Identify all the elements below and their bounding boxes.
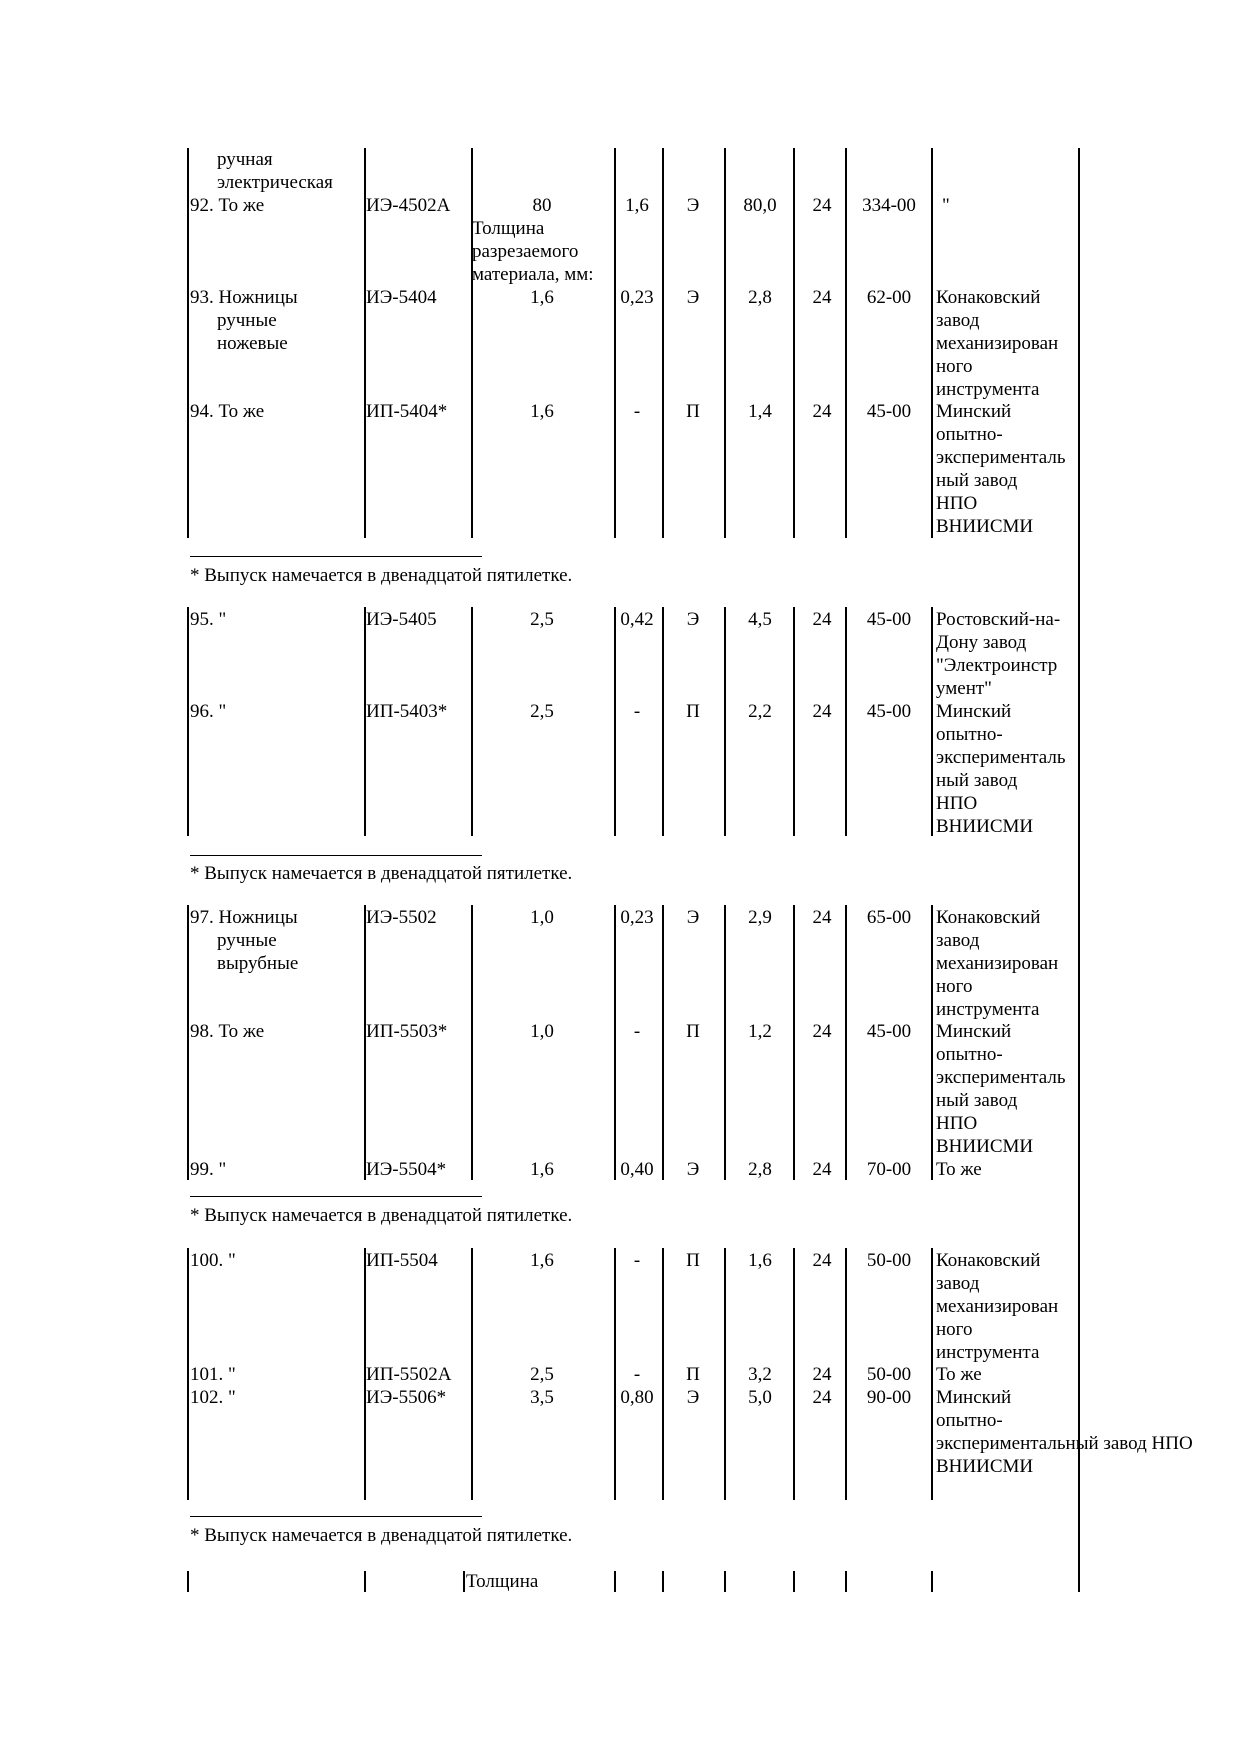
manufacturer-line: завод (936, 1273, 980, 1294)
manufacturer-line: опытно- (936, 1044, 1003, 1065)
value-c6: 2,2 (748, 701, 772, 722)
footnote: * Выпуск намечается в двенадцатой пятилетке. (190, 863, 573, 884)
manufacturer-line: механизирован (936, 333, 1059, 354)
manufacturer-line: Конаковский (936, 907, 1041, 928)
value-c6: 1,2 (748, 1021, 772, 1042)
value-c3: 3,5 (530, 1387, 554, 1408)
manufacturer-line: экспериментальный завод НПО (936, 1433, 1193, 1454)
table-rule (187, 607, 189, 836)
value-c4: - (633, 1250, 641, 1271)
value-c5: Э (686, 907, 700, 928)
table-rule (614, 1571, 616, 1592)
manufacturer-line: опытно- (936, 424, 1003, 445)
table-rule (471, 607, 473, 836)
thickness-label: Толщина (472, 218, 545, 239)
value-c4: 0,80 (620, 1387, 654, 1408)
value-c3: 1,0 (530, 1021, 554, 1042)
item-number: 94. То же (190, 401, 265, 422)
value-c7: 24 (812, 1364, 832, 1385)
item-number: 101. " (190, 1364, 236, 1385)
value-c7: 24 (812, 401, 832, 422)
item-name-line: ручные (217, 930, 277, 951)
value-c6: 2,8 (748, 1159, 772, 1180)
item-name-continuation: электрическая (217, 172, 333, 193)
model-code: ИП-5502А (366, 1364, 452, 1385)
manufacturer-line: Минский (936, 1021, 1012, 1042)
value-c7: 24 (812, 287, 832, 308)
table-rule (364, 148, 366, 194)
value-c7: 24 (812, 195, 832, 216)
value-c4: - (633, 1364, 641, 1385)
value-c3: 2,5 (530, 701, 554, 722)
table-rule (187, 1571, 189, 1592)
value-c4: 0,23 (620, 907, 654, 928)
item-number: 97. Ножницы (190, 907, 298, 928)
value-c8: 45-00 (866, 401, 912, 422)
item-number: 100. " (190, 1250, 236, 1271)
value-c8: 90-00 (866, 1387, 912, 1408)
table-rule (845, 1571, 847, 1592)
manufacturer-line: завод (936, 310, 980, 331)
footnote: * Выпуск намечается в двенадцатой пятилетке. (190, 565, 573, 586)
manufacturer-line: ВНИИСМИ (936, 516, 1034, 537)
manufacturer-line: механизирован (936, 953, 1059, 974)
item-number: 92. То же (190, 195, 265, 216)
value-c8: 45-00 (866, 1021, 912, 1042)
model-code: ИП-5503* (366, 1021, 448, 1042)
value-c8: 334-00 (862, 195, 916, 216)
value-c7: 24 (812, 907, 832, 928)
thickness-label-tail: Толщина (466, 1571, 539, 1592)
value-c6: 2,9 (748, 907, 772, 928)
model-code: ИП-5403* (366, 701, 448, 722)
manufacturer-line: "Электроинстр (936, 655, 1058, 676)
table-rule (471, 905, 473, 1180)
item-number: 95. " (190, 609, 227, 630)
value-c4: - (633, 401, 641, 422)
value-c6: 1,6 (748, 1250, 772, 1271)
table-rule (724, 1571, 726, 1592)
value-c5: П (686, 401, 700, 422)
value-c8: 50-00 (866, 1250, 912, 1271)
manufacturer-line: инструмента (936, 999, 1040, 1020)
manufacturer-ditto: " (942, 195, 950, 216)
manufacturer-line: Минский (936, 701, 1012, 722)
item-name-line: ручные (217, 310, 277, 331)
manufacturer-line: эксперименталь (936, 1067, 1066, 1088)
value-c7: 24 (812, 1387, 832, 1408)
value-c4: 0,23 (620, 287, 654, 308)
footnote-rule (190, 556, 482, 557)
manufacturer-line: НПО (936, 493, 978, 514)
manufacturer-line: ного (936, 356, 973, 377)
thickness-label: разрезаемого (472, 241, 579, 262)
value-c3: 1,6 (530, 1250, 554, 1271)
value-c8: 62-00 (866, 287, 912, 308)
manufacturer-line: То же (936, 1159, 982, 1180)
value-c7: 24 (812, 1250, 832, 1271)
value-c7: 24 (812, 701, 832, 722)
manufacturer-line: Конаковский (936, 287, 1041, 308)
value-c3: 80 (532, 195, 552, 216)
model-code: ИЭ-5404 (366, 287, 437, 308)
value-c5: Э (686, 1387, 700, 1408)
table-rule (187, 148, 189, 538)
value-c4: - (633, 1021, 641, 1042)
table-rule (662, 1571, 664, 1592)
value-c3: 1,0 (530, 907, 554, 928)
value-c4: 0,42 (620, 609, 654, 630)
value-c5: П (686, 701, 700, 722)
item-number: 93. Ножницы (190, 287, 298, 308)
value-c4: - (633, 701, 641, 722)
model-code: ИП-5404* (366, 401, 448, 422)
value-c5: Э (686, 609, 700, 630)
value-c3: 1,6 (530, 1159, 554, 1180)
value-c8: 50-00 (866, 1364, 912, 1385)
table-rule (931, 148, 933, 194)
model-code: ИЭ-5405 (366, 609, 437, 630)
manufacturer-line: ный завод (936, 470, 1018, 491)
value-c3: 2,5 (530, 1364, 554, 1385)
table-rule (463, 1571, 465, 1592)
value-c4: 1,6 (625, 195, 649, 216)
manufacturer-line: Минский (936, 1387, 1012, 1408)
model-code: ИП-5504 (366, 1250, 438, 1271)
value-c7: 24 (812, 1159, 832, 1180)
manufacturer-line: ный завод (936, 1090, 1018, 1111)
value-c8: 45-00 (866, 701, 912, 722)
manufacturer-line: То же (936, 1364, 982, 1385)
table-rule (724, 148, 726, 194)
footnote-rule (190, 855, 482, 856)
table-right-border (1078, 148, 1080, 1592)
manufacturer-line: инструмента (936, 1342, 1040, 1363)
manufacturer-line: НПО (936, 793, 978, 814)
value-c3: 1,6 (530, 401, 554, 422)
manufacturer-line: опытно- (936, 724, 1003, 745)
manufacturer-line: опытно- (936, 1410, 1003, 1431)
manufacturer-line: эксперименталь (936, 747, 1066, 768)
value-c5: П (686, 1250, 700, 1271)
item-number: 96. " (190, 701, 227, 722)
manufacturer-line: ВНИИСМИ (936, 1456, 1034, 1477)
value-c5: П (686, 1364, 700, 1385)
manufacturer-line: умент" (936, 678, 992, 699)
manufacturer-line: завод (936, 930, 980, 951)
model-code: ИЭ-4502А (366, 195, 451, 216)
footnote-rule (190, 1196, 482, 1197)
manufacturer-line: инструмента (936, 379, 1040, 400)
footnote-rule (190, 1516, 482, 1517)
table-rule (931, 1571, 933, 1592)
value-c5: Э (686, 1159, 700, 1180)
model-code: ИЭ-5506* (366, 1387, 447, 1408)
table-rule (793, 1571, 795, 1592)
manufacturer-line: ного (936, 976, 973, 997)
table-rule (364, 1571, 366, 1592)
value-c6: 2,8 (748, 287, 772, 308)
item-name-line: ножевые (217, 333, 288, 354)
manufacturer-line: Дону завод (936, 632, 1027, 653)
table-rule (187, 148, 189, 194)
manufacturer-line: эксперименталь (936, 447, 1066, 468)
value-c3: 2,5 (530, 609, 554, 630)
value-c8: 65-00 (866, 907, 912, 928)
value-c5: П (686, 1021, 700, 1042)
manufacturer-line: Ростовский-на- (936, 609, 1061, 630)
value-c6: 3,2 (748, 1364, 772, 1385)
model-code: ИЭ-5504* (366, 1159, 447, 1180)
table-rule (845, 148, 847, 194)
value-c7: 24 (812, 1021, 832, 1042)
table-rule (187, 1248, 189, 1500)
model-code: ИЭ-5502 (366, 907, 437, 928)
value-c5: Э (686, 195, 700, 216)
value-c5: Э (686, 287, 700, 308)
value-c3: 1,6 (530, 287, 554, 308)
manufacturer-line: ВНИИСМИ (936, 1136, 1034, 1157)
thickness-label: материала, мм: (472, 264, 594, 285)
value-c8: 45-00 (866, 609, 912, 630)
value-c6: 1,4 (748, 401, 772, 422)
manufacturer-line: ный завод (936, 770, 1018, 791)
value-c8: 70-00 (866, 1159, 912, 1180)
item-number: 102. " (190, 1387, 236, 1408)
value-c6: 5,0 (748, 1387, 772, 1408)
value-c6: 80,0 (743, 195, 777, 216)
manufacturer-line: Минский (936, 401, 1012, 422)
item-name-continuation: ручная (217, 149, 273, 170)
table-rule (471, 1248, 473, 1500)
table-rule (793, 148, 795, 194)
manufacturer-line: ВНИИСМИ (936, 816, 1034, 837)
manufacturer-line: ного (936, 1319, 973, 1340)
table-rule (471, 148, 473, 538)
item-name-line: вырубные (217, 953, 299, 974)
value-c7: 24 (812, 609, 832, 630)
item-number: 99. " (190, 1159, 227, 1180)
table-rule (187, 905, 189, 1180)
manufacturer-line: механизирован (936, 1296, 1059, 1317)
table-rule (662, 148, 664, 194)
manufacturer-line: Конаковский (936, 1250, 1041, 1271)
table-rule (614, 148, 616, 194)
manufacturer-line: НПО (936, 1113, 978, 1134)
table-rule (471, 148, 473, 194)
value-c4: 0,40 (620, 1159, 654, 1180)
value-c6: 4,5 (748, 609, 772, 630)
footnote: * Выпуск намечается в двенадцатой пятилетке. (190, 1205, 573, 1226)
item-number: 98. То же (190, 1021, 265, 1042)
footnote: * Выпуск намечается в двенадцатой пятилетке. (190, 1525, 573, 1546)
